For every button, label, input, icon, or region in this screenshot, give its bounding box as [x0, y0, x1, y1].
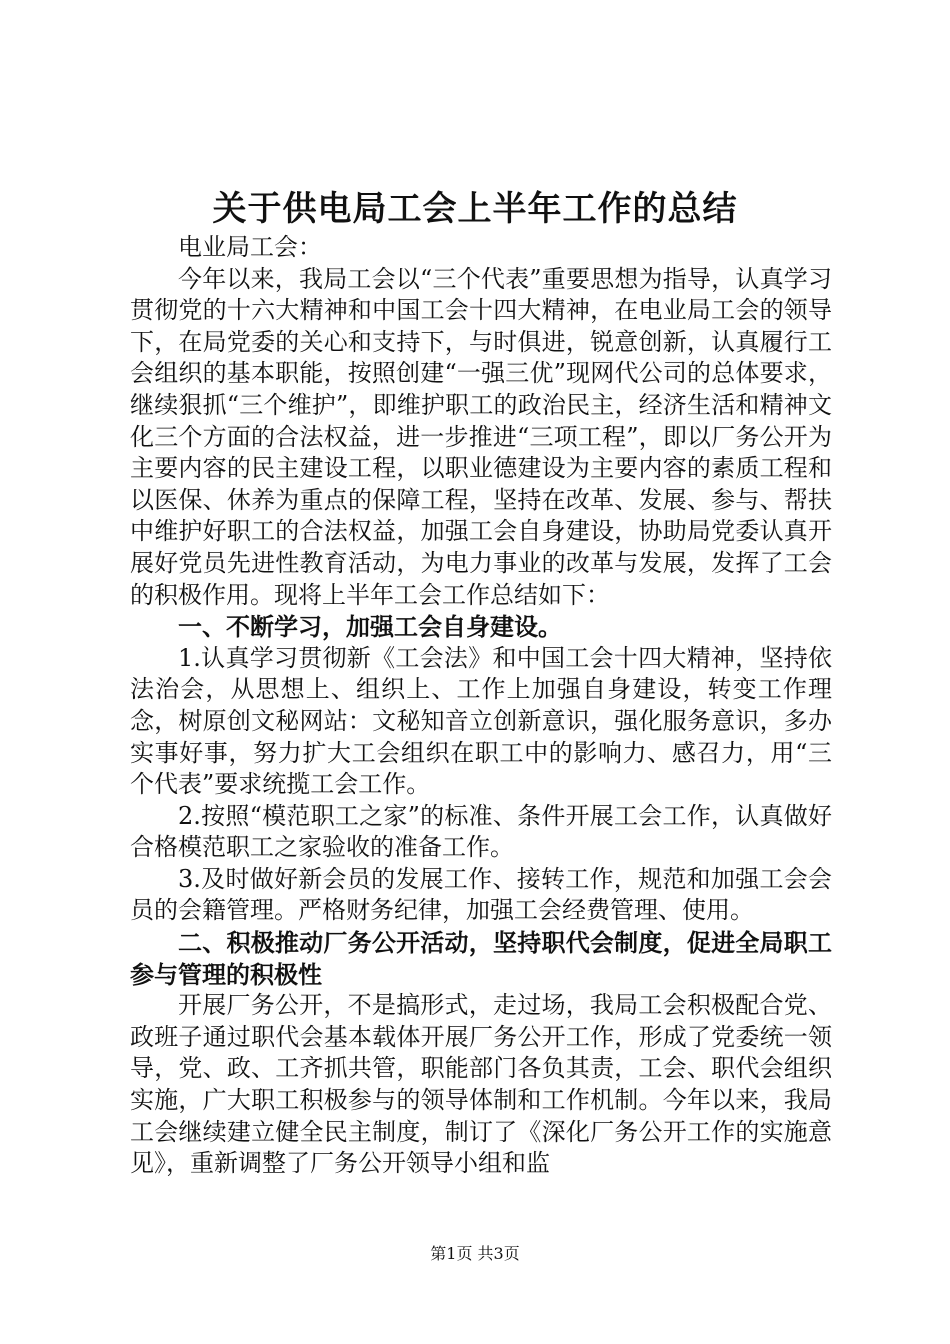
section-heading-1: 一、不断学习，加强工会自身建设。: [178, 612, 562, 642]
paragraph-item-3: 3.及时做好新会员的发展工作、接转工作，规范和加强工会会员的会籍管理。严格财务纪律，加强工会经费管理、使用。: [130, 864, 832, 925]
section-heading-2: 二、积极推动厂务公开活动，坚持职代会制度，促进全局职工参与管理的积极性: [130, 928, 832, 989]
page-number-footer: 第1页 共3页: [430, 1244, 520, 1263]
salutation: 电业局工会：: [178, 233, 322, 261]
paragraph-intro: 今年以来，我局工会以“三个代表”重要思想为指导，认真学习贯彻党的十六大精神和中国工会十四大精神，在电业局工会的领导下，在局党委的关心和支持下，与时俱进，锐意创新，认真履行工会组织的基本职能，按照创建“一强三优”现网代公司的总体要求，继续狠抓“三个维护”，即维护职工的政治民主，经济生活和精神文化三个方面的合法权益，进一步推进“三项工程”，即以厂务公开为主要内容的民主建设工程，以职业德建设为主要内容的素质工程和以医保、休养为重点的保障工程，坚持在改革、发展、参与、帮扶中维护好职工的合法权益，加强工会自身建设，协助局党委认真开展好党员先进性教育活动，为电力事业的改革与发展，发挥了工会的积极作用。现将上半年工会工作总结如下：: [130, 264, 832, 609]
paragraph-item-2: 2.按照“模范职工之家”的标准、条件开展工会工作，认真做好合格模范职工之家验收的准备工作。: [130, 801, 832, 862]
document-title: 关于供电局工会上半年工作的总结: [212, 189, 738, 229]
paragraph-section-2: 开展厂务公开，不是搞形式，走过场，我局工会积极配合党、政班子通过职代会基本载体开展厂务公开工作，形成了党委统一领导，党、政、工齐抓共管，职能部门各负其责，工会、职代会组织实施，广大职工积极参与的领导体制和工作机制。今年以来，我局工会继续建立健全民主制度，制订了《深化厂务公开工作的实施意见》，重新调整了厂务公开领导小组和监: [130, 991, 832, 1178]
paragraph-item-1: 1.认真学习贯彻新《工会法》和中国工会十四大精神，坚持依法治会，从思想上、组织上、工作上加强自身建设，转变工作理念，树原创文秘网站：文秘知音立创新意识，强化服务意识，多办实事好事，努力扩大工会组织在职工中的影响力、感召力，用“三个代表”要求统揽工会工作。: [130, 643, 832, 799]
document-body: [130, 232, 832, 1180]
